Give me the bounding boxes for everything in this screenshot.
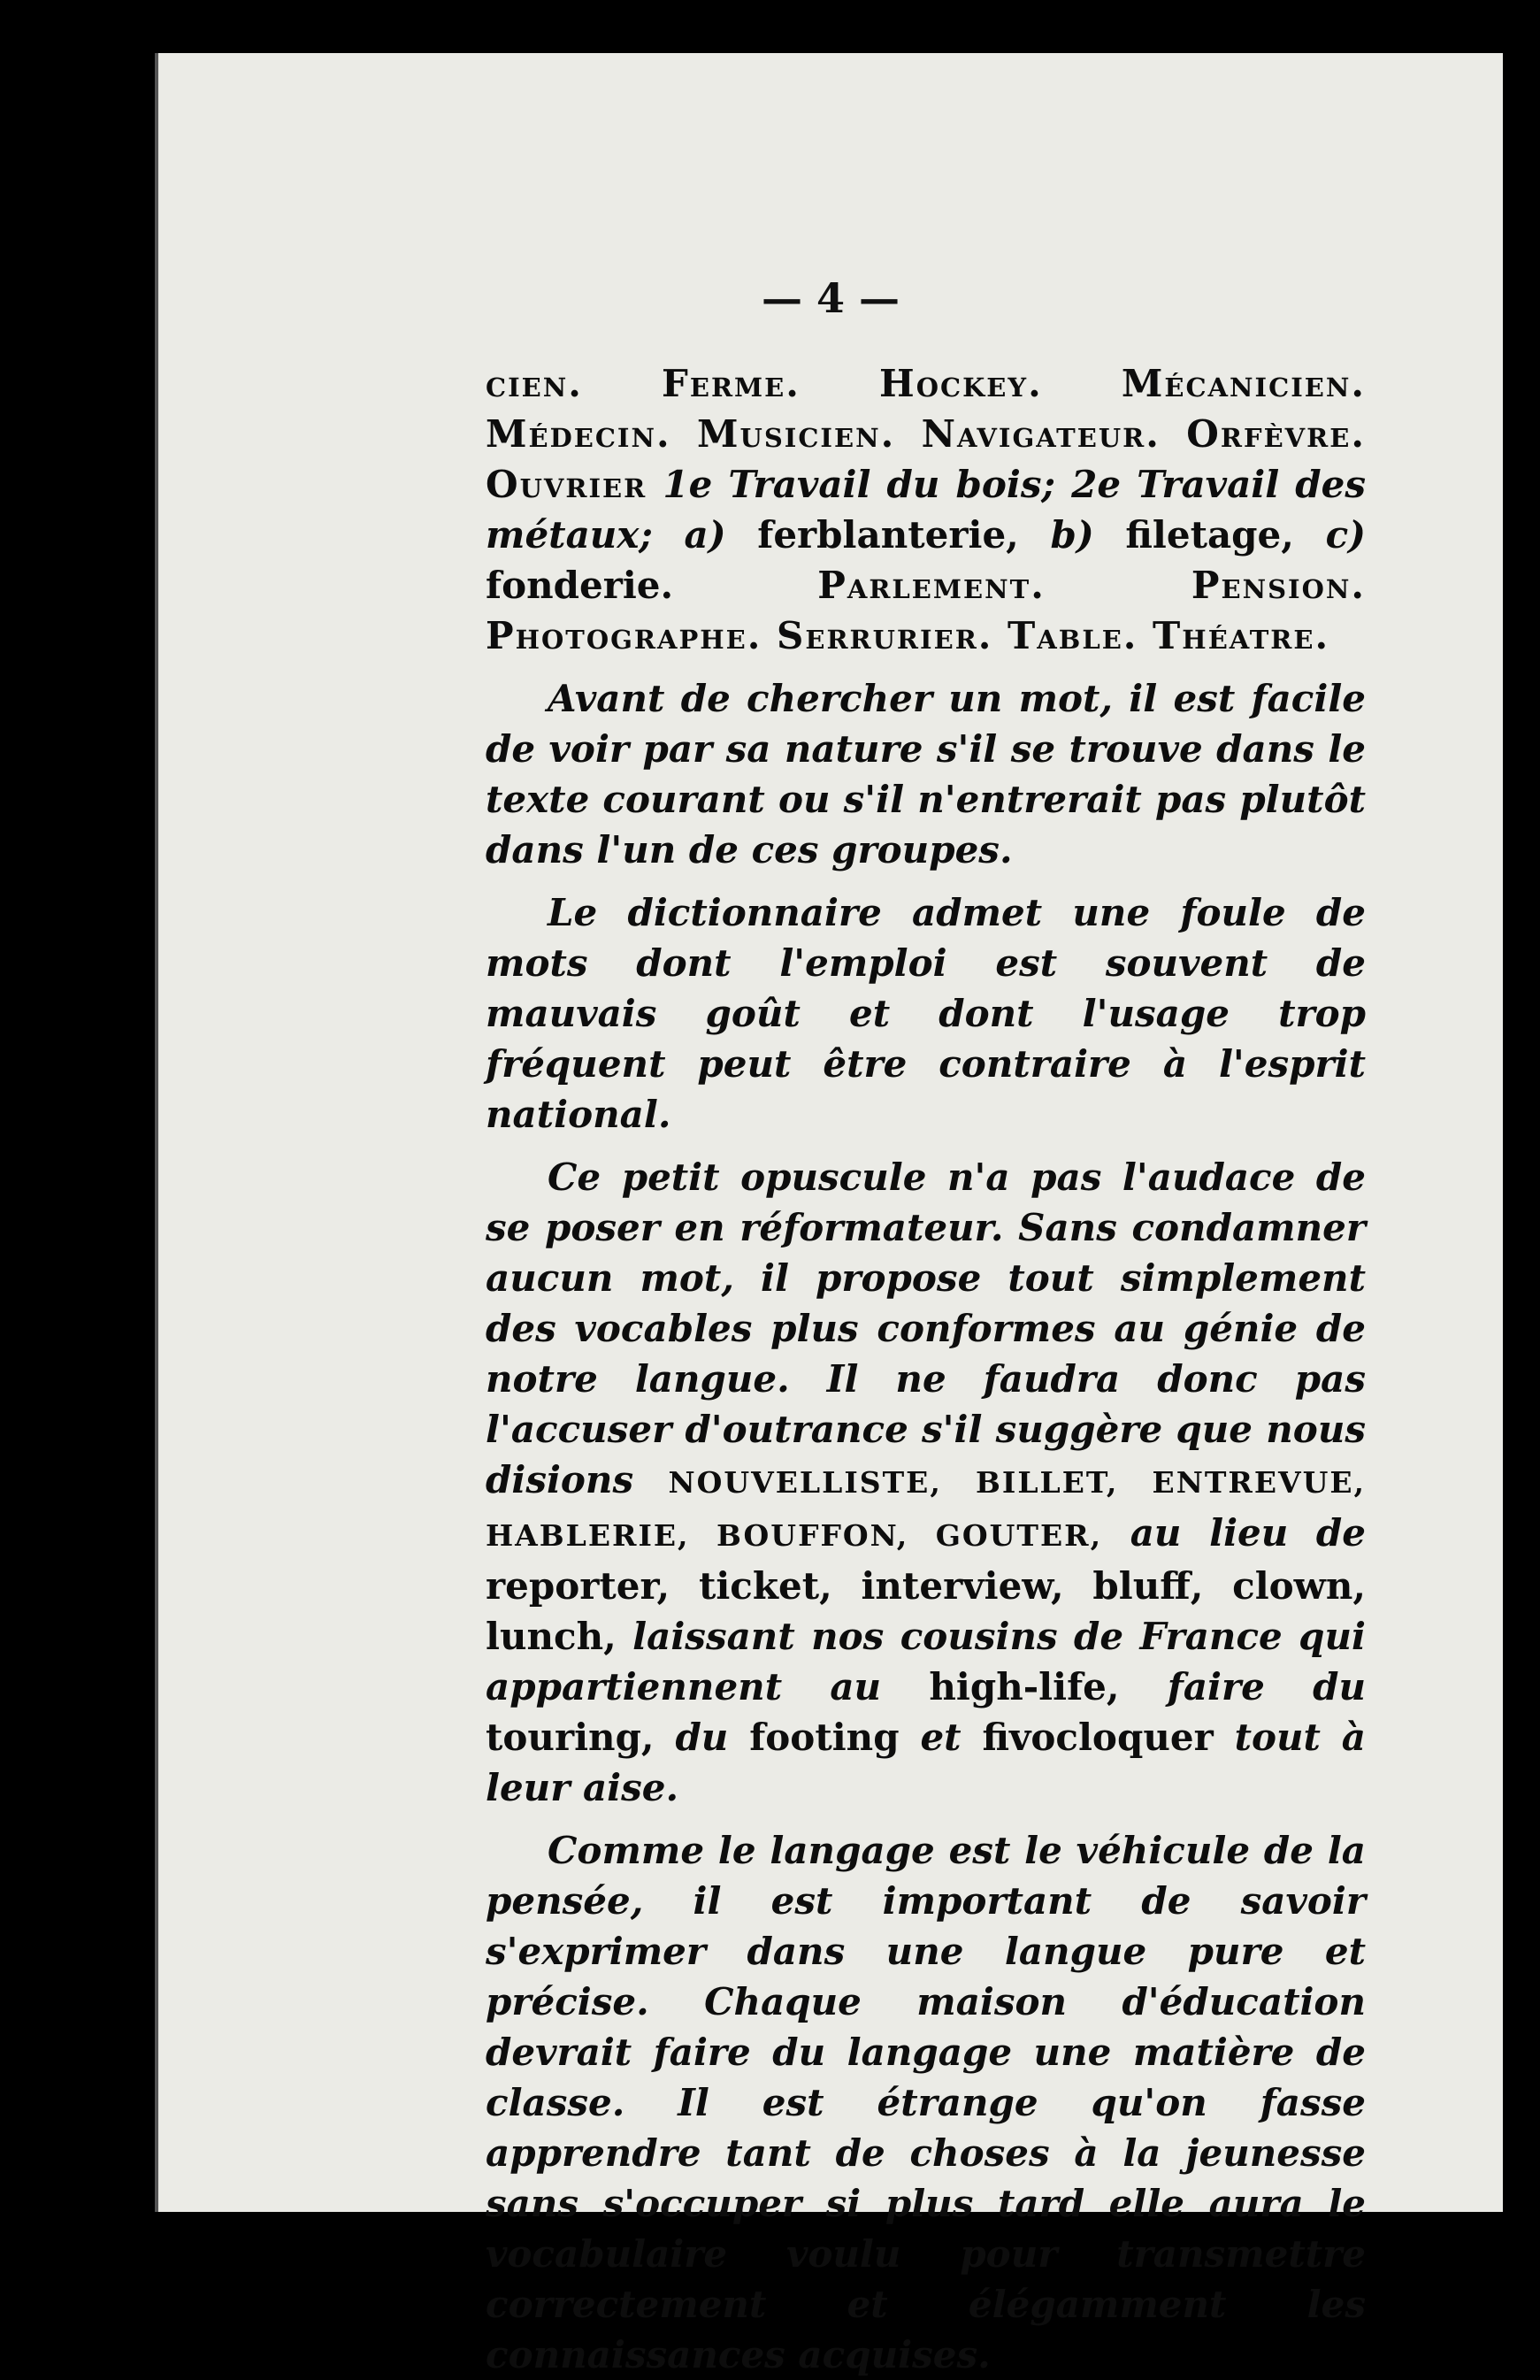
para4-part-2: NOUVELLISTE, BILLET, ENTREVUE, HABLERIE, BOUFFON, GOUTER, [486,1465,1367,1553]
para4-part-5: laissant nos cousins de France qui appartiennent au [486,1615,1367,1708]
para4-part-11: et [920,1716,962,1759]
page-number: — 4 — [761,274,900,322]
paragraph-1 [486,358,1366,661]
para1-part-4: ferblanterie, [757,513,1019,557]
para4-part-10: footing [749,1716,900,1759]
para4-part-6: high-life, [929,1665,1120,1708]
para4-part-8: touring, [486,1716,655,1759]
para1-part-9: Parlement. Pension. Photographe. Serrurier. Table. Théatre. [486,564,1367,657]
document-page [155,53,1503,2376]
paragraph-2: Avant de chercher un mot, il est facile de voir par sa nature s'il se trouve dans le texte courant ou s'il n'entrerait pas plutôt dans l'un de ces groupes. [486,677,1366,871]
para4-part-3: au lieu de [1130,1511,1367,1555]
para4-part-12: fivocloquer [982,1716,1214,1759]
paragraph-5: Comme le langage est le véhicule de la pensée, il est important de savoir s'exprimer dans une langue pure et précise. Chaque maison d'éducation devrait faire du langage une matière de classe. Il est étrange qu'on fasse apprendre tant de choses à la jeunesse sans s'occuper si plus tard elle aura le vocabulaire voulu pour transmettre correctement et élégamment les connaissances acquises. [486,1829,1366,2376]
para4-part-9: du [675,1716,729,1759]
body-text [486,358,1366,2380]
para4-part-13: tout à leur aise. [486,1716,1367,1809]
para1-part-8: fonderie. [486,564,674,607]
para4-part-4: reporter, ticket, interview, bluff, clown, lunch, [486,1564,1366,1658]
paragraph-4 [486,1152,1366,1813]
para4-part-1: Ce petit opuscule n'a pas l'audace de se poser en réformateur. Sans condamner aucun mot, il propose tout simplement des vocables plus conformes au génie de notre langue. Il ne faudra donc pas l'accuser d'outrance s'il suggère que nous disions [486,1155,1366,1501]
para1-part-6: filetage, [1125,513,1294,557]
paragraph-3: Le dictionnaire admet une foule de mots dont l'emploi est souvent de mauvais goût et dont l'usage trop fréquent peut être contraire à l'esprit national. [486,891,1366,1136]
para1-part-7: c) [1325,513,1367,557]
para1-part-3: Travail du bois; 2e Travail des métaux; a) [486,463,1367,557]
para1-part-2: 1e [663,463,713,506]
para1-part-1: cien. Ferme. Hockey. Mécanicien. Médecin. Musicien. Navigateur. Orfèvre. Ouvrier [486,362,1366,506]
para4-part-7: faire du [1167,1665,1366,1708]
para1-part-5: b) [1050,513,1094,557]
